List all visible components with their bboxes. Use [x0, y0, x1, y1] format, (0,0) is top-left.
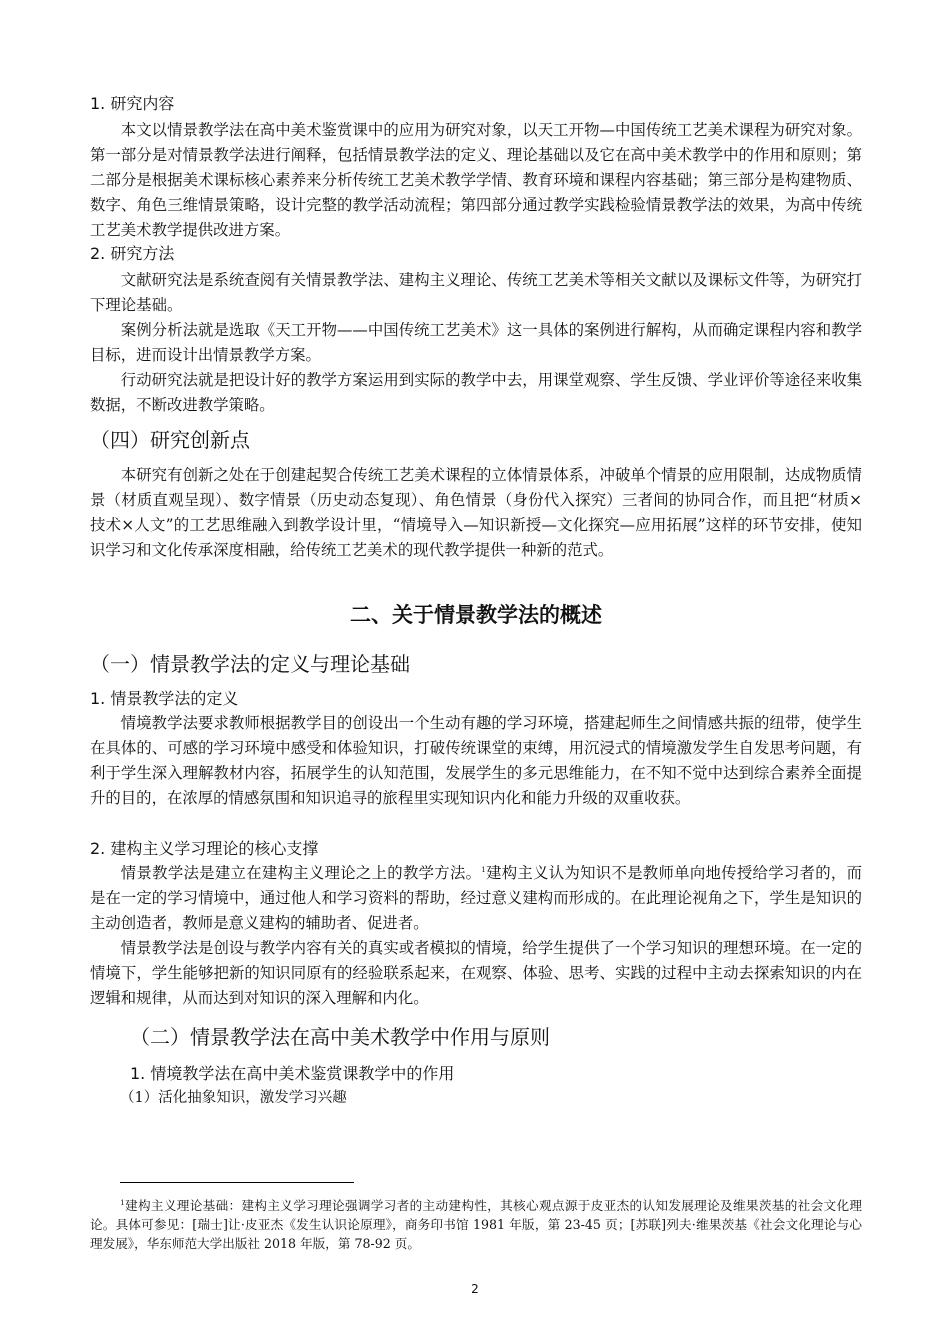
footnote	[90, 1196, 862, 1253]
heading-innovation: （四）研究创新点	[90, 428, 250, 452]
paragraph-constructivism	[90, 861, 862, 936]
heading-role: 1. 情境教学法在高中美术鉴赏课教学中的作用	[130, 1064, 455, 1083]
paragraph-action-method: 行动研究法就是把设计好的教学方案运用到实际的教学中去，用课堂观察、学生反馈、学业评价等途径来收集数据，不断改进教学策略。	[90, 371, 862, 414]
heading-role-item-1: （1）活化抽象知识，激发学习兴趣	[120, 1090, 347, 1106]
paragraph-case-method: 案例分析法就是选取《天工开物——中国传统工艺美术》这一具体的案例进行解构，从而确定课程内容和教学目标，进而设计出情景教学方案。	[90, 321, 862, 364]
paragraph-literature-method: 文献研究法是系统查阅有关情景教学法、建构主义理论、传统工艺美术等相关文献以及课标文件等，为研究打下理论基础。	[90, 271, 862, 314]
paragraph-definition: 情境教学法要求教师根据教学目的创设出一个生动有趣的学习环境，搭建起师生之间情感共振的纽带，使学生在具体的、可感的学习环境中感受和体验知识，打破传统课堂的束缚，用沉浸式的情境激发学生自发思考问题，有利于学生深入理解教材内容，拓展学生的认知范围，发展学生的多元思维能力，在不知不觉中达到综合素养全面提升的目的，在浓厚的情感氛围和知识追寻的旅程里实现知识内化和能力升级的双重收获。	[90, 714, 862, 807]
heading-definition: 1. 情景教学法的定义	[90, 689, 239, 708]
page-number: 2	[471, 1282, 479, 1296]
heading-research-content: 1. 研究内容	[90, 94, 175, 113]
paragraph-research-content: 本文以情景教学法在高中美术鉴赏课中的应用为研究对象，以天工开物—中国传统工艺美术课程为研究对象。第一部分是对情景教学法进行阐释，包括情景教学法的定义、理论基础以及它在高中美术教学中的作用和原则；第二部分是根据美术课标核心素养来分析传统工艺美术教学学情、教育环境和课程内容基础；第三部分是构建物质、数字、角色三维情景策略，设计完整的教学活动流程；第四部分通过教学实践检验情景教学法的效果，为高中传统工艺美术教学提供改进方案。	[90, 121, 862, 239]
heading-role-principle: （二）情景教学法在高中美术教学中作用与原则	[130, 1025, 550, 1049]
heading-definition-theory: （一）情景教学法的定义与理论基础	[90, 652, 410, 676]
paragraph-situation: 情景教学法是创设与教学内容有关的真实或者模拟的情境，给学生提供了一个学习知识的理想环境。在一定的情境下，学生能够把新的知识同原有的经验联系起来，在观察、体验、思考、实践的过程中主动去探索知识的内在逻辑和规律，从而达到对知识的深入理解和内化。	[90, 939, 862, 1007]
paragraph-innovation: 本研究有创新之处在于创建起契合传统工艺美术课程的立体情景体系，冲破单个情景的应用限制，达成物质情景（材质直观呈现）、数字情景（历史动态复现）、角色情景（身份代入探究）三者间的协同合作，而且把“材质×技术×人文”的工艺思维融入到教学设计里，“情境导入—知识新授—文化探究—应用拓展”这样的环节安排，使知识学习和文化传承深度相融，给传统工艺美术的现代教学提供一种新的范式。	[90, 466, 862, 559]
footnote-ref[interactable]: 1	[481, 865, 486, 874]
chapter-title: 二、关于情景教学法的概述	[350, 603, 602, 627]
footnote-marker: 1	[120, 1198, 125, 1207]
constructivism-text-b: 建构主义认为知识不是教师单向地传授给学习者的，而是在一定的学习情境中，通过他人和学习资料的帮助，经过意义建构而形成的。在此理论视角之下，学生是知识的主动创造者，教师是意义建构的辅助者、促进者。	[90, 864, 862, 932]
constructivism-text-a: 情景教学法是建立在建构主义理论之上的教学方法。	[120, 864, 482, 882]
heading-research-method: 2. 研究方法	[90, 244, 175, 263]
heading-constructivism: 2. 建构主义学习理论的核心支撑	[90, 839, 319, 858]
footnote-divider	[120, 1182, 354, 1183]
footnote-text: 建构主义理论基础：建构主义学习理论强调学习者的主动建构性，其核心观点源于皮亚杰的认知发展理论及维果茨基的社会文化理论。具体可参见：[瑞士]让·皮亚杰《发生认识论原理》，商务印书馆 1981 年版，第 23-45 页；[苏联]列夫·维果茨基《社会文化理论与心理发展》，华东师范大学出版社 2018 年版，第 78-92 页。	[90, 1198, 862, 1251]
